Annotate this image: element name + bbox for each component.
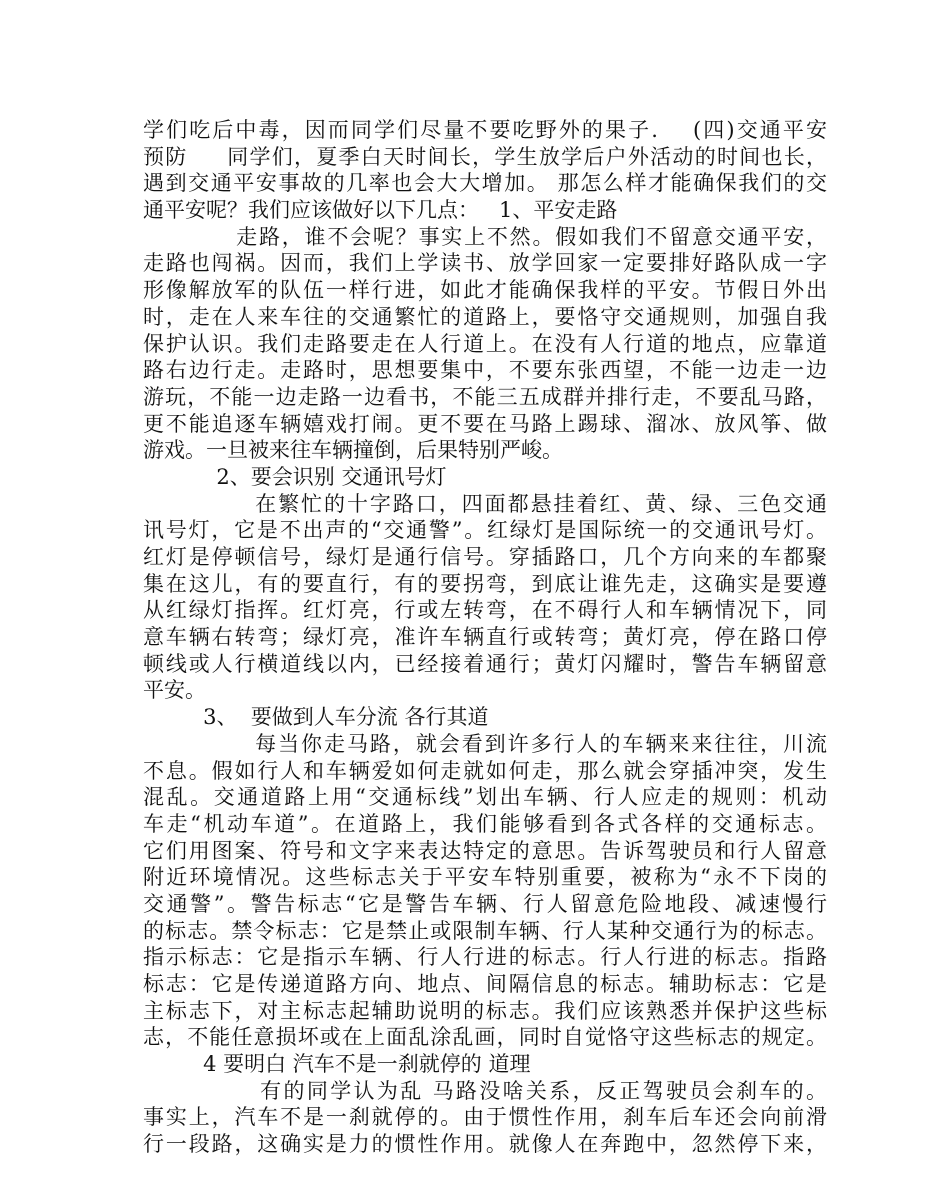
- text-line: 预防 同学们，夏季白天时间长，学生放学后户外活动的时间也长，: [143, 144, 827, 169]
- text-line: 路右边行走。走路时，思想要集中，不要东张西望，不能一边走一边: [143, 358, 827, 383]
- text-line: 交通警”。警告标志“它是警告车辆、行人留意危险地段、减速慢行: [143, 891, 827, 916]
- text-line: 3、 要做到人车分流 各行其道: [143, 705, 489, 730]
- text-line: 意车辆右转弯；绿灯亮，准许车辆直行或转弯；黄灯亮，停在路口停: [143, 625, 827, 650]
- text-line: 平安。: [143, 678, 206, 703]
- text-line: 从红绿灯指挥。红灯亮，行或左转弯，在不碍行人和车辆情况下，同: [143, 598, 827, 623]
- text-line: 集在这儿，有的要直行，有的要拐弯，到底让谁先走，这确实是要遵: [143, 571, 827, 596]
- text-line: 学们吃后中毒，因而同学们尽量不要吃野外的果子. (四)交通平安: [143, 118, 827, 142]
- text-line: 主标志下，对主标志起辅助说明的标志。我们应该熟悉并保护这些标: [143, 998, 827, 1023]
- text-line: 遇到交通平安事故的几率也会大大增加。 那怎么样才能确保我们的交: [143, 171, 827, 196]
- text-line: 走路也闯祸。因而，我们上学读书、放学回家一定要排好路队成一字: [143, 251, 827, 276]
- text-line: 时，走在人来车往的交通繁忙的道路上，要恪守交通规则，加强自我: [143, 304, 827, 329]
- text-line: 通平安呢？我们应该做好以下几点： 1、平安走路: [143, 198, 618, 223]
- text-line: 讯号灯，它是不出声的“交通警”。红绿灯是国际统一的交通讯号灯。: [143, 518, 827, 543]
- text-line: 游玩，不能一边走路一边看书，不能三五成群并排行走，不要乱马路，: [143, 384, 827, 409]
- text-line: 保护认识。我们走路要走在人行道上。在没有人行道的地点，应靠道: [143, 331, 827, 356]
- text-line: 行一段路，这确实是力的惯性作用。就像人在奔跑中，忽然停下来，: [143, 1132, 827, 1157]
- text-line: 的标志。禁令标志：它是禁止或限制车辆、行人某种交通行为的标志。: [143, 918, 827, 943]
- text-line: 游戏。一旦被来往车辆撞倒，后果特别严峻。: [143, 438, 563, 463]
- text-line: 形像解放军的队伍一样行进，如此才能确保我样的平安。节假日外出: [143, 278, 827, 303]
- text-line: 标志：它是传递道路方向、地点、间隔信息的标志。辅助标志：它是: [143, 972, 827, 996]
- text-line: 志，不能任意损坏或在上面乱涂乱画，同时自觉恪守这些标志的规定。: [143, 1025, 827, 1050]
- text-line: 2、要会识别 交通讯号灯: [143, 464, 447, 489]
- text-line: 顿线或人行横道线以内，已经接着通行；黄灯闪耀时，警告车辆留意: [143, 651, 827, 676]
- text-line: 指示标志：它是指示车辆、行人行进的标志。行人行进的标志。指路: [143, 945, 827, 970]
- body-text: [143, 117, 827, 1158]
- text-line: 每当你走马路，就会看到许多行人的车辆来来往往，川流: [143, 731, 827, 756]
- text-line: 车走“机动车道”。在道路上，我们能够看到各式各样的交通标志。: [143, 811, 827, 836]
- text-line: 在繁忙的十字路口，四面都悬挂着红、黄、绿、三色交通: [143, 491, 827, 516]
- text-line: 混乱。交通道路上用“交通标线”划出车辆、行人应走的规则：机动: [143, 785, 827, 810]
- text-line: 不息。假如行人和车辆爱如何走就如何走，那么就会穿插冲突，发生: [143, 758, 827, 783]
- text-line: 有的同学认为乱 马路没啥关系，反正驾驶员会刹车的。: [143, 1078, 827, 1103]
- text-line: 4 要明白 汽车不是一刹就停的 道理: [143, 1052, 531, 1077]
- text-line: 更不能追逐车辆嬉戏打闹。更不要在马路上踢球、溜冰、放风筝、做: [143, 411, 827, 436]
- text-line: 红灯是停顿信号，绿灯是通行信号。穿插路口，几个方向来的车都聚: [143, 545, 827, 569]
- text-line: 附近环境情况。这些标志关于平安车特别重要，被称为“永不下岗的: [143, 865, 827, 890]
- text-line: 它们用图案、符号和文字来表达特定的意思。告诉驾驶员和行人留意: [143, 838, 827, 863]
- text-line: 走路，谁不会呢？事实上不然。假如我们不留意交通平安，: [143, 224, 827, 249]
- text-line: 事实上，汽车不是一刹就停的。由于惯性作用，刹车后车还会向前滑: [143, 1105, 827, 1130]
